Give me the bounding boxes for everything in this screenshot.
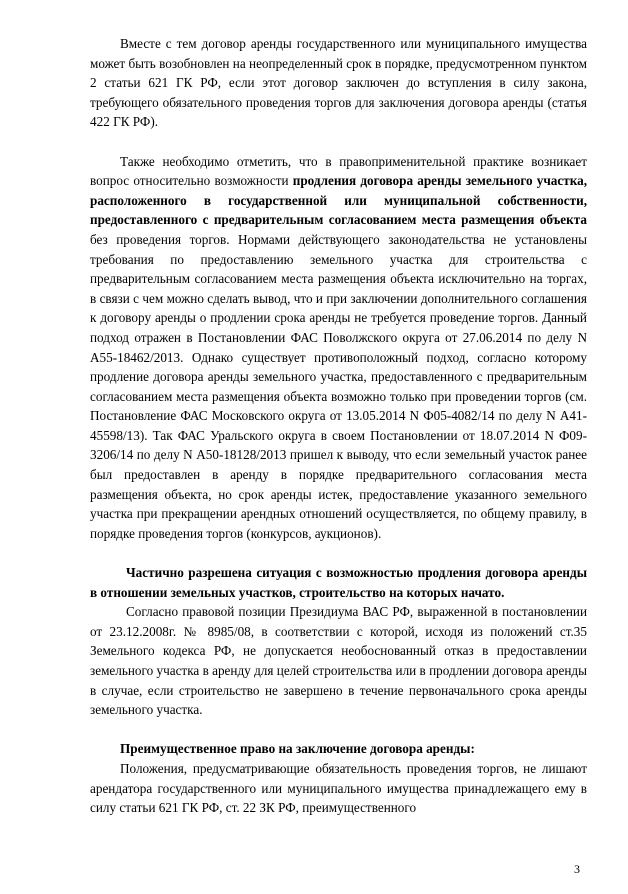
paragraph-lead-text: Также необходимо отметить, что в правоприменительной практике возникает вопрос относительно возможности bbox=[90, 153, 587, 189]
paragraph-vas-position: Согласно правовой позиции Президиума ВАС РФ, выраженной в постановлении от 23.12.2008г. № 8985/08, в соответствии с которой, исходя из положений ст.35 Земельного кодекса РФ, не допускается необоснованный отказ в предоставлении земельного участка в аренду для целей строительства или в продлении договора аренды в случае, если строительство не завершено в течение первоначального срока аренды земельного участка. bbox=[90, 604, 587, 718]
paragraph-tail-text: без проведения торгов. Нормами действующего законодательства не установлены требования по предоставлению земельного участка для строительства с предварительным согласованием места размещения объекта исключительно на торгах, в связи с чем можно сделать вывод, что и при заключении дополнительного соглашения к договору аренды о продлении срока аренды не требуется проведение торгов. Данный подход отражен в Постановлении ФАС Поволжского округа от 27.06.2014 по делу N А55-18462/2013. Однако существует противоположный подход, согласно которому продление договора аренды земельного участка, предоставленного с предварительным согласованием места размещения объекта возможно только при проведении торгов (см. Постановление ФАС Московского округа от 13.05.2014 N Ф05-4082/14 по делу N А41-45598/13). Так ФАС Уральского округа в своем Постановлении от 18.07.2014 N Ф09-3206/14 по делу N А50-18128/2013 пришел к выводу, что если земельный участок ранее был предоставлен в аренду в порядке предварительного согласования места размещения объекта, но срок аренды истек, предоставление указанного земельного участка при прекращении арендных отношений осуществляется, по общему правилу, в порядке проведения торгов (конкурсов, аукционов). bbox=[90, 231, 587, 541]
paragraph-preemptive-right: Положения, предусматривающие обязательность проведения торгов, не лишают арендатора государственного или муниципального имущества принадлежащего ему в силу статьи 621 ГК РФ, ст. 22 ЗК РФ, преимущественного bbox=[90, 760, 587, 816]
document-page bbox=[90, 34, 587, 818]
page-number: 3 bbox=[574, 862, 580, 876]
paragraph-renewal-indefinite: Вместе с тем договор аренды государственного или муниципального имущества может быть возобновлен на неопределенный срок в порядке, предусмотренном пунктом 2 статьи 621 ГК РФ, если этот договор заключен до вступления в силу закона, требующего обязательного проведения торгов для заключения договора аренды (статья 422 ГК РФ). bbox=[90, 36, 587, 130]
spacer bbox=[90, 720, 587, 740]
paragraph-bold-emphasis: продления договора аренды земельного участка, расположенного в государственной или муниципальной собственности, предоставленного с предварительным согласованием места размещения объекта bbox=[90, 173, 587, 228]
paragraph-partially-resolved-heading: Частично разрешена ситуация с возможностью продления договора аренды в отношении земельных участков, строительство на которых начато. bbox=[90, 565, 587, 600]
section-heading-preemptive-right: Преимущественное право на заключение договора аренды: bbox=[120, 741, 475, 757]
spacer bbox=[90, 543, 587, 563]
spacer bbox=[90, 132, 587, 152]
paragraph-land-lease-extension bbox=[90, 152, 587, 544]
